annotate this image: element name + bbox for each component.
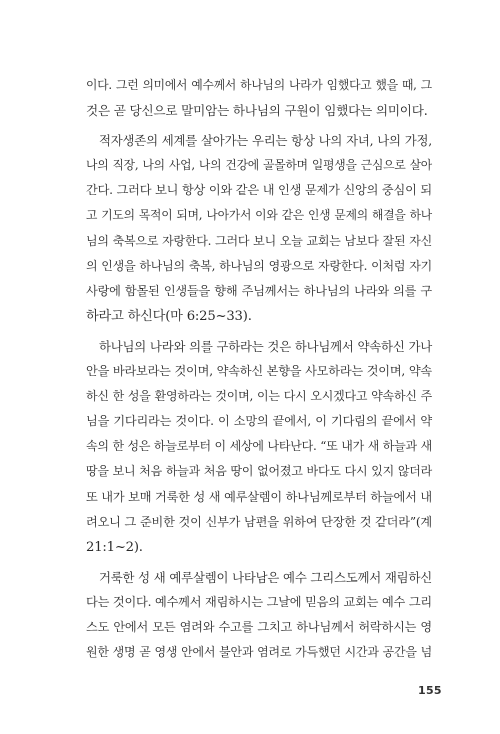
text-line: 원한 생명 곧 영생 안에서 불안과 염려로 가득했던 시간과 공간을 넘: [86, 645, 432, 660]
text-line: 나의 직장, 나의 사업, 나의 건강에 골몰하며 일평생을 근심으로 살아: [86, 158, 432, 173]
paragraph: [86, 334, 432, 560]
text-line: 다는 것이다. 예수께서 재림하시는 그날에 믿음의 교회는 예수 그리: [86, 594, 432, 609]
text-line: 땅을 보니 처음 하늘과 처음 땅이 없어졌고 바다도 다시 있지 않더라: [86, 464, 432, 479]
text-line: 것은 곧 당신으로 말미암는 하나님의 구원이 임했다는 의미이다.: [86, 103, 428, 119]
text-line: 스도 안에서 모든 염려와 수고를 그치고 하나님께서 허락하시는 영: [86, 619, 432, 634]
page-number: 155: [418, 684, 442, 697]
text-line: 21:1~2).: [86, 539, 143, 555]
text-line: 또 내가 보매 거룩한 성 새 예루살렘이 하나님께로부터 하늘에서 내: [86, 489, 432, 504]
text-line: 의 인생을 하나님의 축복, 하나님의 영광으로 자랑한다. 이처럼 자기: [86, 258, 432, 273]
text-line: 하라고 하신다(마 6:25~33).: [86, 308, 252, 324]
text-line: 고 기도의 목적이 되며, 나아가서 이와 같은 인생 문제의 해결을 하나: [86, 208, 432, 223]
text-line: 속의 한 성은 하늘로부터 이 세상에 나타난다. “또 내가 새 하늘과 새: [86, 439, 432, 454]
text-line: 간다. 그러다 보니 항상 이와 같은 내 인생 문제가 신앙의 중심이 되: [86, 183, 432, 198]
text-line: 안을 바라보라는 것이며, 약속하신 본향을 사모하라는 것이며, 약속: [86, 364, 432, 379]
text-line: 려오니 그 준비한 것이 신부가 남편을 위하여 단장한 것 같더라”(계: [86, 514, 432, 529]
body-text: [86, 73, 432, 665]
paragraph: [86, 128, 432, 329]
text-line: 적자생존의 세계를 살아가는 우리는 항상 나의 자녀, 나의 가정,: [99, 133, 432, 149]
text-line: 하신 한 성을 환영하라는 것이며, 이는 다시 오시겠다고 약속하신 주: [86, 389, 432, 404]
text-line: 사랑에 함몰된 인생들을 향해 주님께서는 하나님의 나라와 의를 구: [86, 283, 432, 298]
text-line: 님의 축복으로 자랑한다. 그러다 보니 오늘 교회는 남보다 잘된 자신: [86, 233, 432, 248]
paragraph: [86, 565, 432, 665]
text-line: 거룩한 성 새 예루살렘이 나타남은 예수 그리스도께서 재림하신: [99, 569, 432, 585]
paragraph: [86, 73, 432, 123]
text-line: 하나님의 나라와 의를 구하라는 것은 하나님께서 약속하신 가나: [99, 338, 432, 354]
text-line: 님을 기다리라는 것이다. 이 소망의 끝에서, 이 기다림의 끝에서 약: [86, 414, 432, 429]
text-line: 이다. 그런 의미에서 예수께서 하나님의 나라가 임했다고 했을 때, 그: [86, 78, 432, 92]
